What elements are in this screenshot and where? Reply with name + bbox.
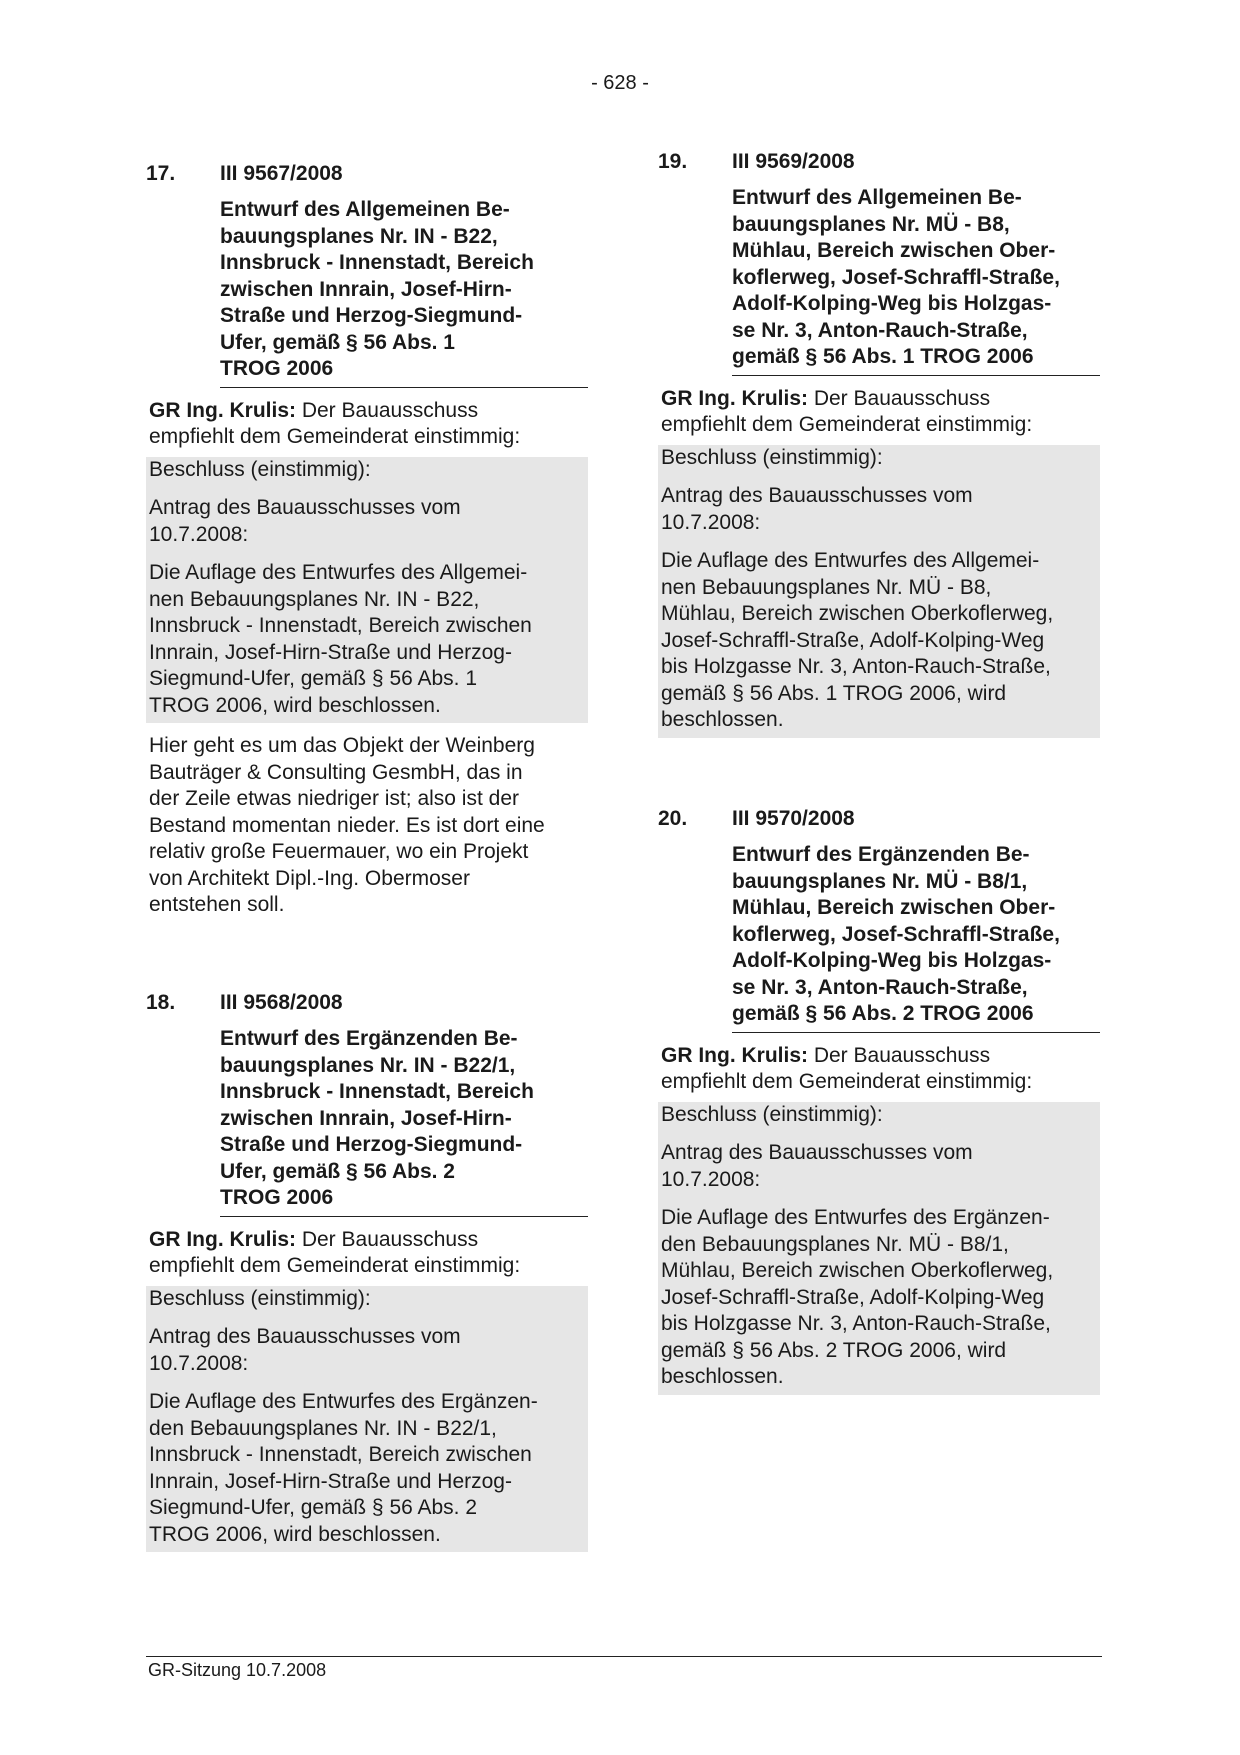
item-number: 20. — [658, 807, 688, 830]
motion-text: Antrag des Bauausschusses vom 10.7.2008: — [149, 1325, 461, 1375]
item-title: Entwurf des Allgemeinen Be- bauungsplanes Nr. IN - B22, Innsbruck - Innenstadt, Bereich zwischen Innrain, Josef-Hirn- Straße und Herzog-Siegmund- Ufer, gemäß § 56 Abs. 1 TROG 2006 — [220, 197, 588, 388]
resolution-label: Beschluss (einstimmig): — [149, 1286, 371, 1310]
resolution-box — [658, 1102, 1100, 1395]
item-header — [658, 806, 1100, 832]
agenda-item-17 — [146, 161, 588, 919]
decision-text: Die Auflage des Entwurfes des Ergänzen- den Bebauungsplanes Nr. IN - B22/1, Innsbruck - Innenstadt, Bereich zwischen Innrain, Josef-Hirn-Straße und Herzog- Siegmund-Ufer, gemäß § 56 Abs. 2 TROG 2006, wird beschlossen. — [149, 1390, 538, 1546]
item-header — [146, 161, 588, 187]
discussion-note: Hier geht es um das Objekt der Weinberg Bauträger & Consulting GesmbH, das in der Zeile etwas niedriger ist; also ist der Bestand momentan nieder. Es ist dort eine relativ große Feuermauer, wo ein Projekt von Architekt Dipl.-Ing. Obermoser entstehen soll. — [149, 734, 545, 916]
resolution-box — [146, 457, 588, 724]
agenda-item-20 — [658, 806, 1100, 1395]
agenda-item-19 — [658, 149, 1100, 738]
item-reference: III 9570/2008 — [732, 807, 855, 830]
speaker-name: GR Ing. Krulis: — [661, 1043, 808, 1067]
speaker-statement: GR Ing. Krulis: Der Bauausschuss empfiehlt dem Gemeinderat einstimmig: — [661, 1043, 1033, 1093]
item-reference: III 9569/2008 — [732, 150, 855, 173]
motion-text: Antrag des Bauausschusses vom 10.7.2008: — [661, 484, 973, 534]
agenda-item-18 — [146, 990, 588, 1552]
speaker-statement: GR Ing. Krulis: Der Bauausschuss empfiehlt dem Gemeinderat einstimmig: — [149, 1227, 521, 1277]
item-title: Entwurf des Ergänzenden Be- bauungsplanes Nr. MÜ - B8/1, Mühlau, Bereich zwischen Ober- koflerweg, Josef-Schraffl-Straße, Adolf-Kolping-Weg bis Holzgas- se Nr. 3, Anton-Rauch-Straße, gemäß § 56 Abs. 2 TROG 2006 — [732, 842, 1100, 1033]
motion-text: Antrag des Bauausschusses vom 10.7.2008: — [661, 1141, 973, 1191]
decision-text: Die Auflage des Entwurfes des Allgemei- nen Bebauungsplanes Nr. MÜ - B8, Mühlau, Bereich zwischen Oberkoflerweg, Josef-Schraffl-Straße, Adolf-Kolping-Weg bis Holzgasse Nr. 3, Anton-Rauch-Straße, gemäß § 56 Abs. 1 TROG 2006, wird beschlossen. — [661, 549, 1054, 731]
speaker-statement: GR Ing. Krulis: Der Bauausschuss empfiehlt dem Gemeinderat einstimmig: — [149, 398, 521, 448]
item-header — [146, 990, 588, 1016]
item-title: Entwurf des Allgemeinen Be- bauungsplanes Nr. MÜ - B8, Mühlau, Bereich zwischen Ober- koflerweg, Josef-Schraffl-Straße, Adolf-Kolping-Weg bis Holzgas- se Nr. 3, Anton-Rauch-Straße, gemäß § 56 Abs. 1 TROG 2006 — [732, 185, 1100, 376]
footer: GR-Sitzung 10.7.2008 — [148, 1660, 327, 1680]
item-number: 18. — [146, 991, 176, 1014]
speaker-statement: GR Ing. Krulis: Der Bauausschuss empfiehlt dem Gemeinderat einstimmig: — [661, 386, 1033, 436]
footer-divider — [146, 1656, 1102, 1657]
speaker-name: GR Ing. Krulis: — [661, 386, 808, 410]
resolution-label: Beschluss (einstimmig): — [149, 457, 371, 481]
decision-text: Die Auflage des Entwurfes des Allgemei- nen Bebauungsplanes Nr. IN - B22, Innsbruck - Innenstadt, Bereich zwischen Innrain, Josef-Hirn-Straße und Herzog- Siegmund-Ufer, gemäß § 56 Abs. 1 TROG 2006, wird beschlossen. — [149, 561, 532, 717]
speaker-name: GR Ing. Krulis: — [149, 398, 296, 422]
decision-text: Die Auflage des Entwurfes des Ergänzen- den Bebauungsplanes Nr. MÜ - B8/1, Mühlau, Bereich zwischen Oberkoflerweg, Josef-Schraffl-Straße, Adolf-Kolping-Weg bis Holzgasse Nr. 3, Anton-Rauch-Straße, gemäß § 56 Abs. 2 TROG 2006, wird beschlossen. — [661, 1206, 1054, 1388]
motion-text: Antrag des Bauausschusses vom 10.7.2008: — [149, 496, 461, 546]
resolution-box — [146, 1286, 588, 1553]
item-reference: III 9568/2008 — [220, 991, 343, 1014]
item-number: 19. — [658, 150, 688, 173]
item-number: 17. — [146, 162, 176, 185]
item-reference: III 9567/2008 — [220, 162, 343, 185]
item-title: Entwurf des Ergänzenden Be- bauungsplanes Nr. IN - B22/1, Innsbruck - Innenstadt, Bereich zwischen Innrain, Josef-Hirn- Straße und Herzog-Siegmund- Ufer, gemäß § 56 Abs. 2 TROG 2006 — [220, 1026, 588, 1217]
resolution-box — [658, 445, 1100, 738]
resolution-label: Beschluss (einstimmig): — [661, 1102, 883, 1126]
item-header — [658, 149, 1100, 175]
resolution-label: Beschluss (einstimmig): — [661, 445, 883, 469]
page-number: - 628 - — [591, 72, 649, 94]
speaker-name: GR Ing. Krulis: — [149, 1227, 296, 1251]
